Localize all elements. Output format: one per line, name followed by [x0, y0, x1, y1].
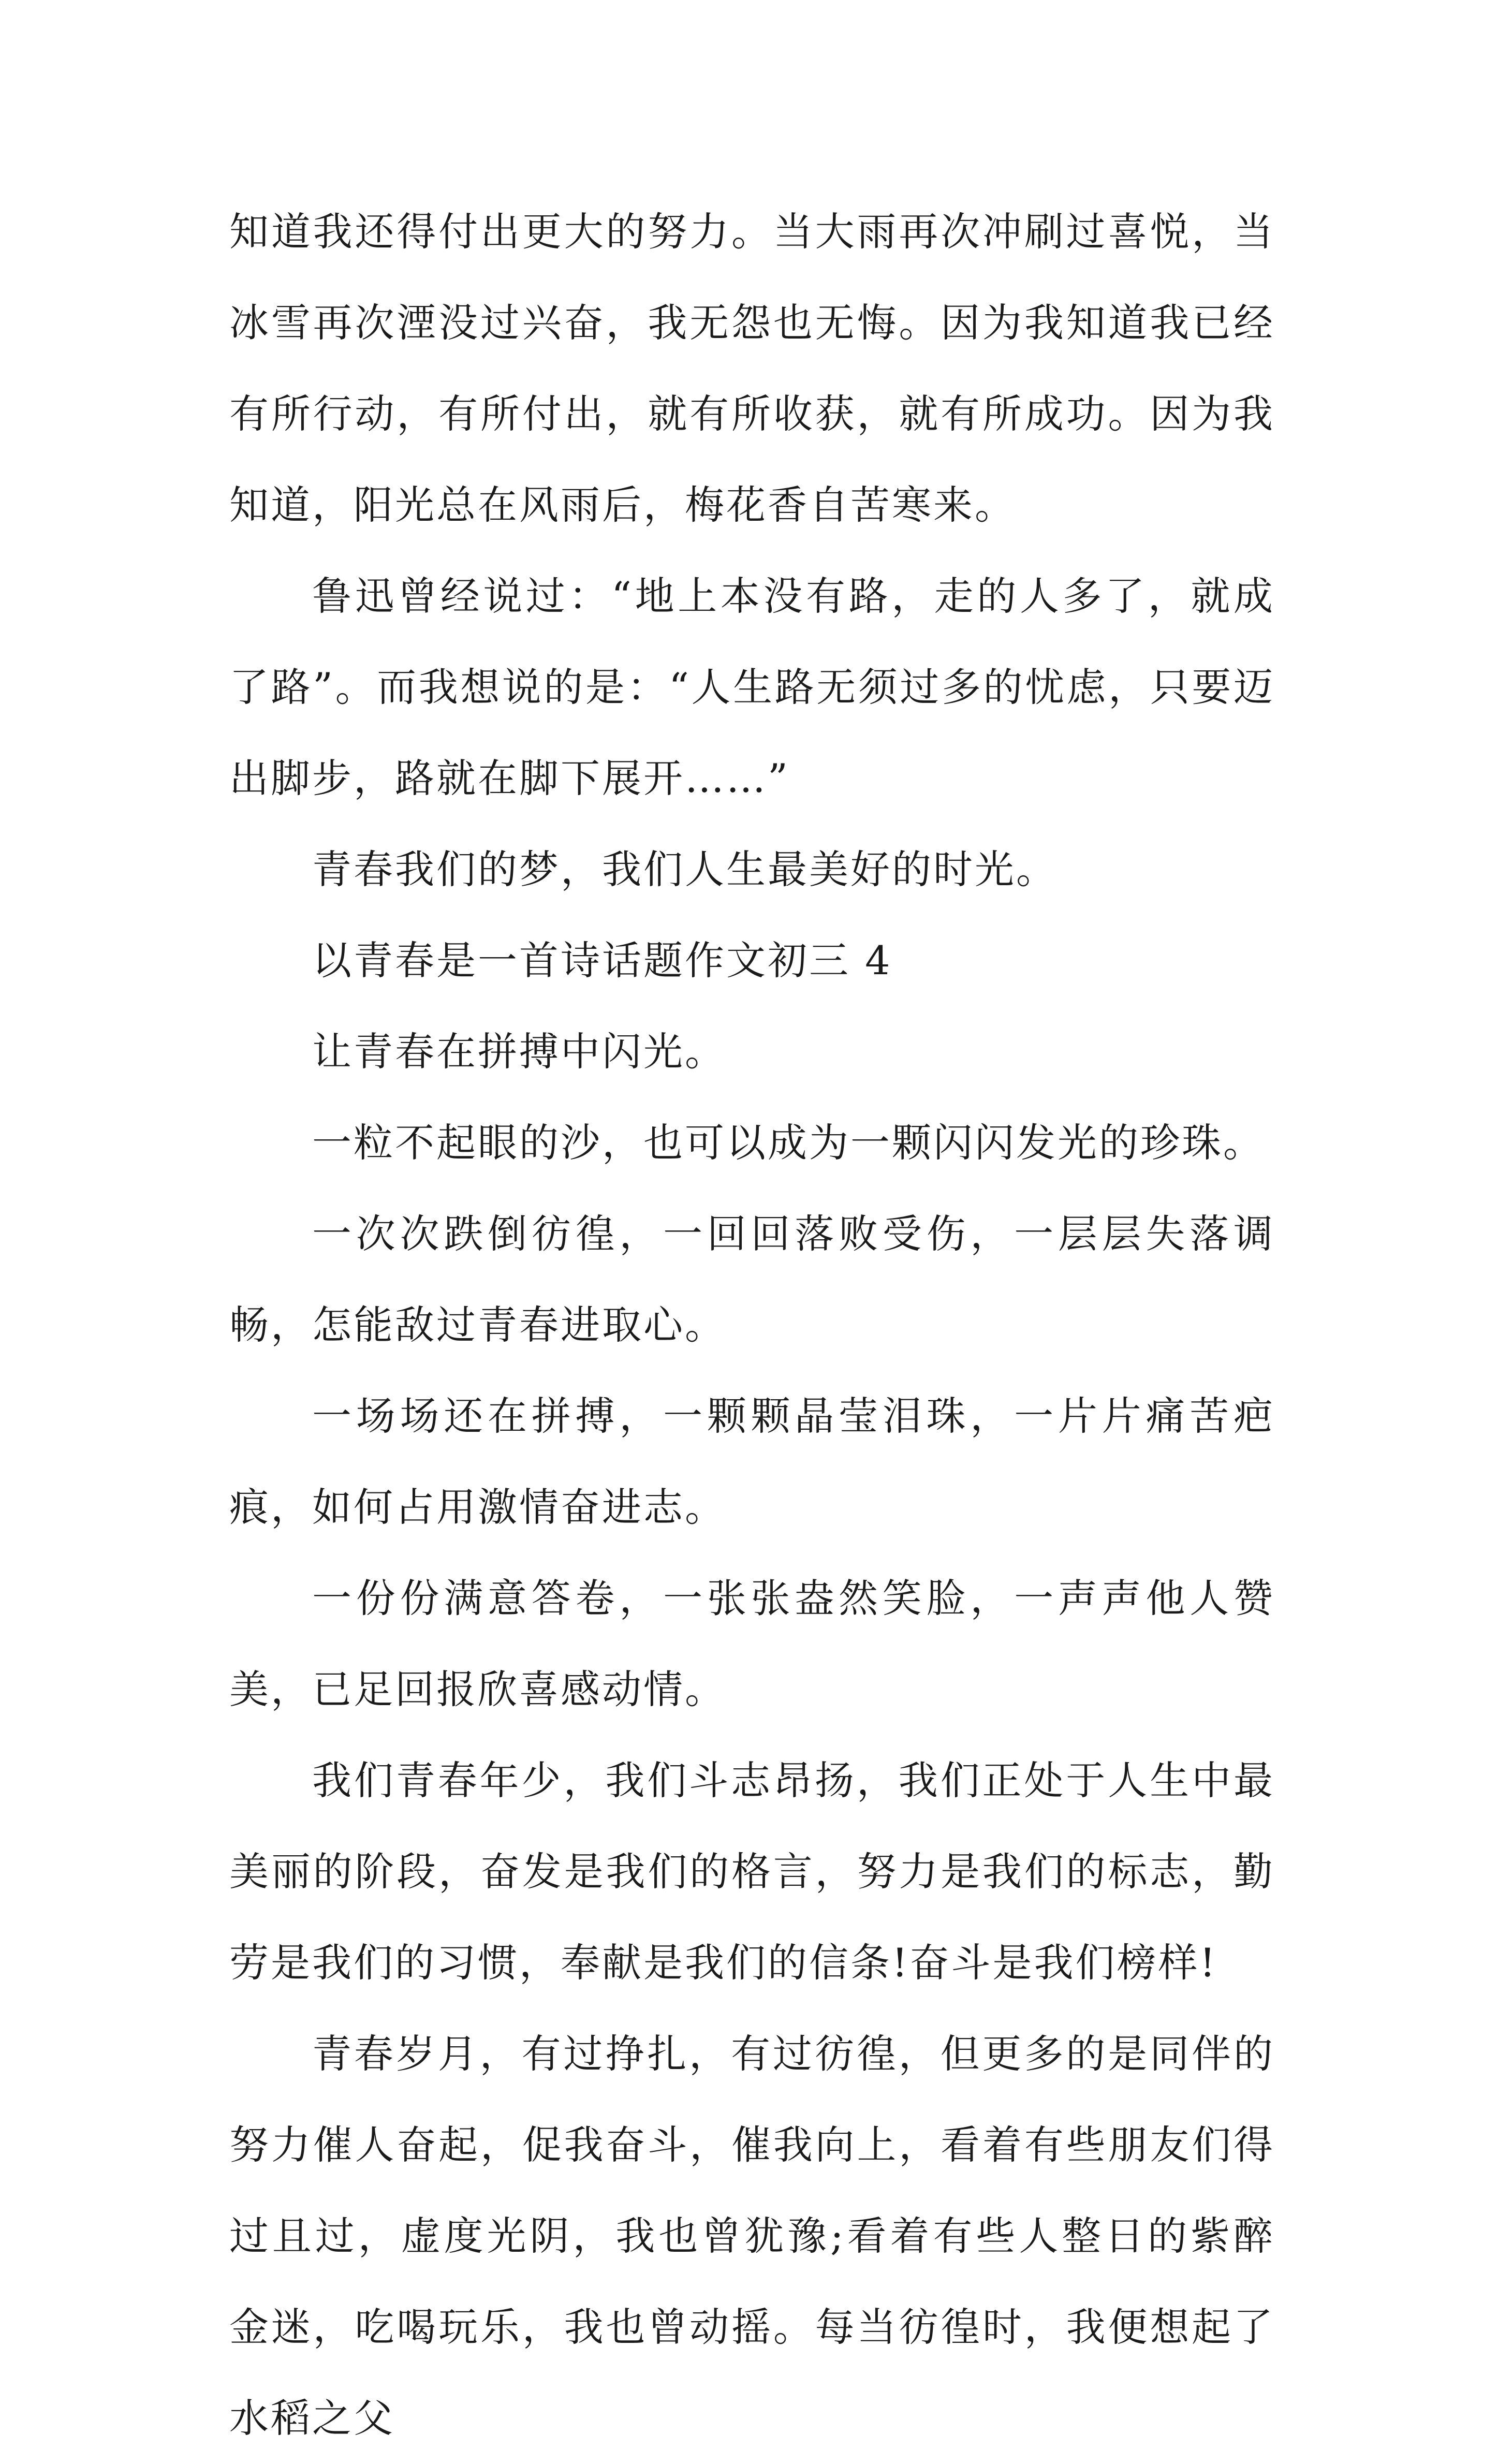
paragraph: 鲁迅曾经说过：“地上本没有路，走的人多了，就成了路”。而我想说的是：“人生路无须过多的忧虑，只要迈出脚步，路就在脚下展开……” — [229, 573, 1275, 801]
section-heading: 以青春是一首诗话题作文初三 4 — [312, 937, 892, 984]
paragraph: 一份份满意答卷，一张张盎然笑脸，一声声他人赞美，已足回报欣喜感动情。 — [229, 1575, 1275, 1712]
paragraph: 让青春在拼搏中闪光。 — [312, 1029, 726, 1075]
paragraph: 一场场还在拼搏，一颗颗晶莹泪珠，一片片痛苦疤痕，如何占用激情奋进志。 — [229, 1393, 1275, 1530]
body-text — [229, 186, 1275, 2464]
paragraph: 我们青春年少，我们斗志昂扬，我们正处于人生中最美丽的阶段，奋发是我们的格言，努力是我们的标志，勤劳是我们的习惯，奉献是我们的信条!奋斗是我们榜样! — [229, 1757, 1275, 1986]
paragraph: 一次次跌倒彷徨，一回回落败受伤，一层层失落调畅，怎能敌过青春进取心。 — [229, 1211, 1275, 1348]
paragraph: 一粒不起眼的沙，也可以成为一颗闪闪发光的珍珠。 — [312, 1120, 1265, 1166]
paragraph: 青春我们的梦，我们人生最美好的时光。 — [312, 846, 1058, 892]
paragraph: 知道我还得付出更大的努力。当大雨再次冲刷过喜悦，当冰雪再次湮没过兴奋，我无怨也无悔。因为我知道我已经有所行动，有所付出，就有所收获，就有所成功。因为我知道，阳光总在风雨后，梅花香自苦寒来。 — [229, 209, 1275, 528]
paragraph: 青春岁月，有过挣扎，有过彷徨，但更多的是同伴的努力催人奋起，促我奋斗，催我向上，看着有些朋友们得过且过，虚度光阴，我也曾犹豫;看着有些人整日的紫醉金迷，吃喝玩乐，我也曾动摇。每当彷徨时，我便想起了水稻之父 — [229, 2031, 1275, 2441]
